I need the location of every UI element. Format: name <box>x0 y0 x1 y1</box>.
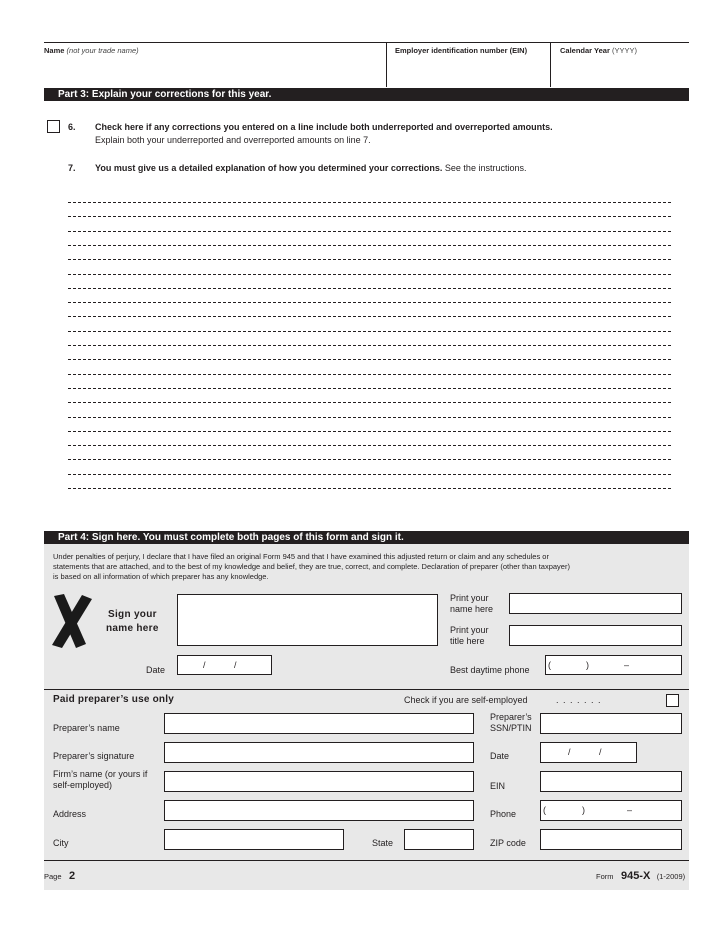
preparer-phone-label: Phone <box>490 809 517 819</box>
zip-field[interactable] <box>540 829 682 850</box>
preparer-signature-label: Preparer’s signature <box>53 751 135 761</box>
header-top-rule <box>44 42 689 43</box>
explanation-line[interactable] <box>68 259 671 260</box>
city-label: City <box>53 838 69 848</box>
explanation-line[interactable] <box>68 231 671 232</box>
explanation-line[interactable] <box>68 488 671 489</box>
line6-number: 6. <box>68 122 76 132</box>
address-field[interactable] <box>164 800 474 821</box>
page-number-group <box>44 866 75 884</box>
ein-field[interactable] <box>388 58 548 84</box>
sign-label-line1: Sign your <box>108 609 157 620</box>
name-label-group <box>44 46 139 55</box>
print-name-line2: name here <box>450 604 494 614</box>
line7-bold-text: You must give us a detailed explanation of how you determined your corrections. <box>95 163 443 173</box>
preparer-date-field[interactable] <box>540 742 637 763</box>
preparer-phone-paren-open: ( <box>543 805 546 815</box>
print-title-field[interactable] <box>509 625 682 646</box>
print-name-field[interactable] <box>509 593 682 614</box>
perjury-line-1: Under penalties of perjury, I declare that I have filed an original Form 945 and that I have examined this adjusted return or claim and any schedules or <box>53 552 549 561</box>
preparer-top-rule <box>44 689 689 690</box>
part4-header <box>44 531 689 544</box>
perjury-line-2: statements that are attached, and to the best of my knowledge and belief, they are true, correct, and complete. Declaration of preparer (other than taxpayer) <box>53 562 570 571</box>
preparer-date-label: Date <box>490 751 510 761</box>
signature-field[interactable] <box>177 594 438 646</box>
zip-label: ZIP code <box>490 838 526 848</box>
sign-label <box>106 608 159 636</box>
explanation-line[interactable] <box>68 302 671 303</box>
form-label: Form <box>596 872 614 881</box>
phone-paren-open: ( <box>548 660 551 670</box>
footer-rule <box>44 860 689 861</box>
explanation-line[interactable] <box>68 388 671 389</box>
state-label: State <box>372 838 394 848</box>
explanation-line[interactable] <box>68 331 671 332</box>
explanation-line[interactable] <box>68 202 671 203</box>
form-number: 945-X <box>620 870 651 882</box>
state-field[interactable] <box>404 829 474 850</box>
explanation-line[interactable] <box>68 474 671 475</box>
date-label: Date <box>146 665 166 675</box>
firm-ein-label: EIN <box>490 781 506 791</box>
explanation-line[interactable] <box>68 374 671 375</box>
explanation-line[interactable] <box>68 402 671 403</box>
line7-text-group <box>95 163 526 173</box>
self-employed-checkbox[interactable] <box>666 694 679 707</box>
line7-number: 7. <box>68 163 76 173</box>
firm-label-line1: Firm’s name (or yours if <box>53 769 148 779</box>
form-id-group <box>596 866 685 884</box>
preparer-phone-paren-close: ) <box>582 805 585 815</box>
self-employed-label: Check if you are self-employed <box>404 695 528 705</box>
preparer-name-field[interactable] <box>164 713 474 734</box>
sign-x-mark <box>46 590 96 652</box>
explanation-line[interactable] <box>68 459 671 460</box>
line7-text: See the instructions. <box>444 163 527 173</box>
line6-bold-text: Check here if any corrections you entered on a line include both underreported and overreported amounts. <box>95 122 553 132</box>
explanation-line[interactable] <box>68 288 671 289</box>
ein-label: Employer identification number (EIN) <box>395 46 528 55</box>
date-field[interactable] <box>177 655 272 675</box>
name-label: Name <box>44 46 65 55</box>
date-slash-1: / <box>203 660 206 670</box>
preparer-title: Paid preparer’s use only <box>53 694 174 705</box>
firm-ein-field[interactable] <box>540 771 682 792</box>
year-field[interactable] <box>552 58 688 84</box>
line6-checkbox[interactable] <box>47 120 60 133</box>
self-employed-dots: . . . . . . . <box>556 695 602 705</box>
name-hint: (not your trade name) <box>66 46 139 55</box>
phone-dash: – <box>624 660 630 670</box>
year-label: Calendar Year <box>560 46 610 55</box>
preparer-phone-dash: – <box>627 805 633 815</box>
explanation-line[interactable] <box>68 345 671 346</box>
explanation-line[interactable] <box>68 316 671 317</box>
explanation-line[interactable] <box>68 431 671 432</box>
print-title-label <box>450 625 489 647</box>
preparer-date-slash-1: / <box>568 747 571 757</box>
page-number: 2 <box>68 870 76 882</box>
print-name-label <box>450 593 493 615</box>
part4-title: Part 4: Sign here. You must complete both pages of this form and sign it. <box>58 532 404 543</box>
ssn-label-line2: SSN/PTIN <box>490 723 532 733</box>
sign-label-line2: name here <box>106 623 159 634</box>
city-field[interactable] <box>164 829 344 850</box>
phone-paren-close: ) <box>586 660 589 670</box>
preparer-name-label: Preparer’s name <box>53 723 120 733</box>
print-title-line2: title here <box>450 636 485 646</box>
address-label: Address <box>53 809 87 819</box>
preparer-ssn-field[interactable] <box>540 713 682 734</box>
sign-x-icon <box>46 590 96 652</box>
explanation-line[interactable] <box>68 274 671 275</box>
print-name-line1: Print your <box>450 593 489 603</box>
phone-field[interactable] <box>545 655 682 675</box>
preparer-date-slash-2: / <box>599 747 602 757</box>
perjury-line-3: is based on all information of which preparer has any knowledge. <box>53 572 269 581</box>
line6-text: Explain both your underreported and overreported amounts on line 7. <box>95 135 371 145</box>
header-divider-1 <box>386 42 387 87</box>
preparer-signature-field[interactable] <box>164 742 474 763</box>
form-revision: (1-2009) <box>656 872 686 881</box>
year-hint: (YYYY) <box>612 46 638 55</box>
year-label-group <box>560 46 637 55</box>
explanation-line[interactable] <box>68 417 671 418</box>
ssn-label-line1: Preparer’s <box>490 712 532 722</box>
firm-name-label <box>53 769 147 791</box>
preparer-phone-field[interactable] <box>540 800 682 821</box>
firm-label-line2: self-employed) <box>53 780 113 790</box>
date-slash-2: / <box>234 660 237 670</box>
name-field[interactable] <box>45 58 385 84</box>
preparer-ssn-label <box>490 712 532 734</box>
phone-label: Best daytime phone <box>450 665 530 675</box>
firm-name-field[interactable] <box>164 771 474 792</box>
explanation-line[interactable] <box>68 359 671 360</box>
part3-title: Part 3: Explain your corrections for this year. <box>58 89 272 100</box>
explanation-line[interactable] <box>68 245 671 246</box>
explanation-line[interactable] <box>68 216 671 217</box>
header-divider-2 <box>550 42 551 87</box>
print-title-line1: Print your <box>450 625 489 635</box>
part3-header <box>44 88 689 101</box>
perjury-statement <box>53 552 570 582</box>
page-label: Page <box>44 872 62 881</box>
explanation-line[interactable] <box>68 445 671 446</box>
